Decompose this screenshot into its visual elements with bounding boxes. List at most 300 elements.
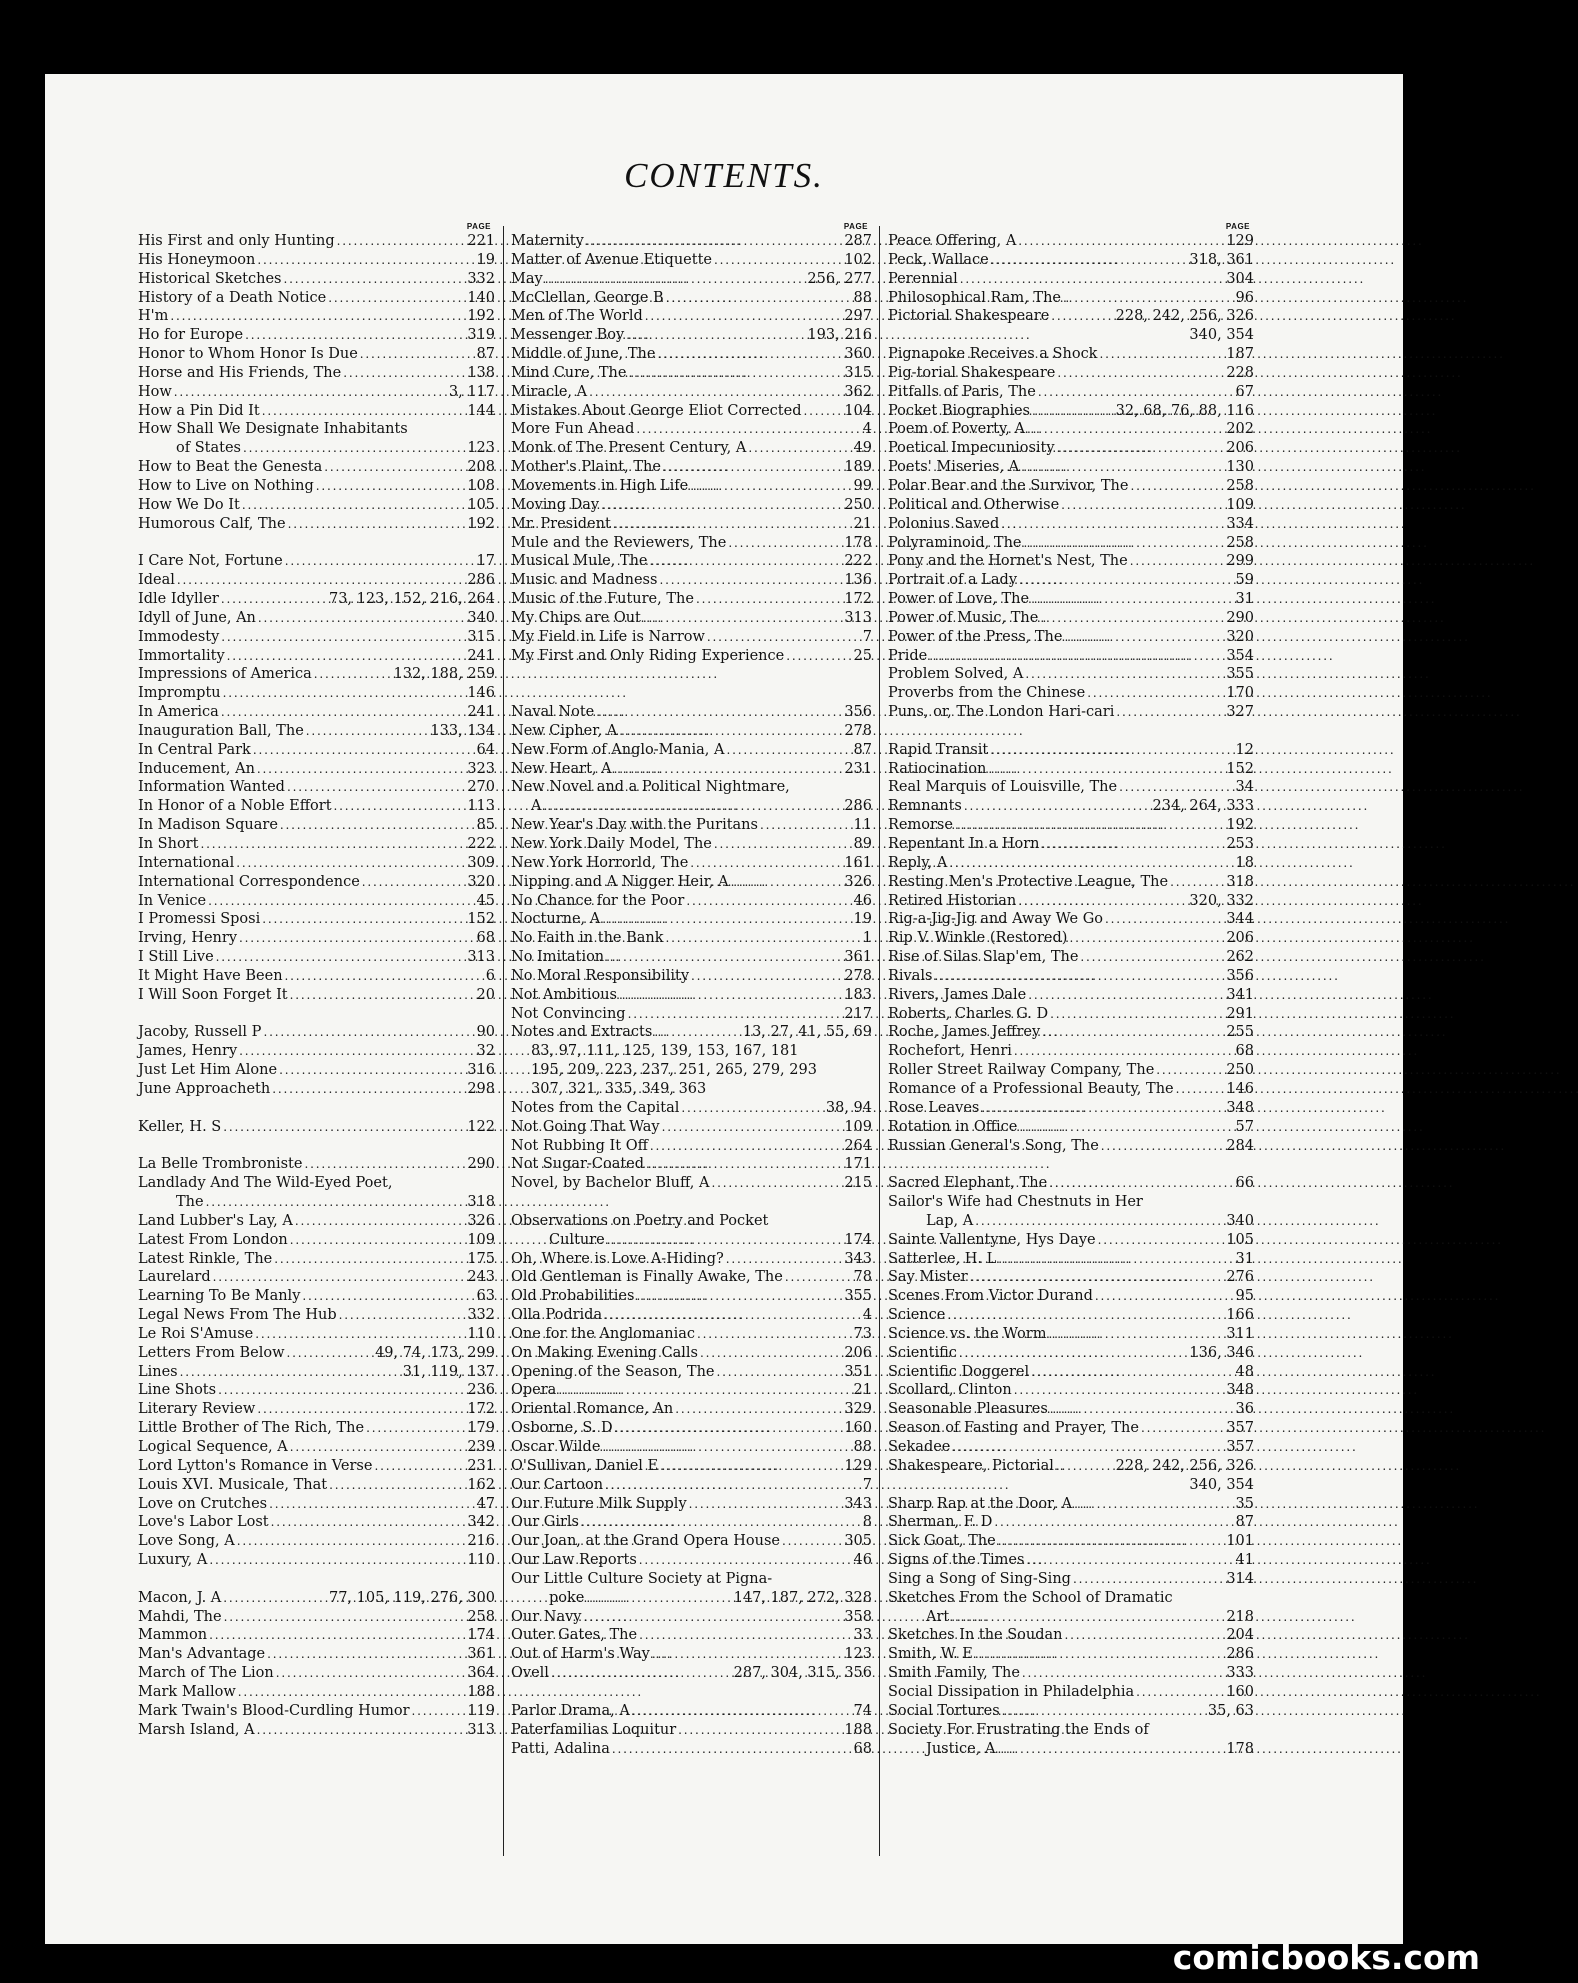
- contents-entry: [888, 741, 1254, 760]
- entry-page: 179: [467, 1420, 495, 1437]
- entry-title: Sing a Song of Sing-Sing: [888, 1570, 1071, 1587]
- contents-entry: [138, 628, 495, 647]
- entry-page: 286: [467, 572, 495, 589]
- entry-title: Middle of June, The: [511, 346, 656, 363]
- contents-entry: [138, 477, 495, 496]
- contents-entry: [138, 1306, 495, 1325]
- entry-title: Satterlee, H. L: [888, 1250, 997, 1267]
- entry-page: 11: [853, 817, 872, 834]
- dot-leader: [606, 948, 839, 967]
- entry-page: 113: [467, 798, 495, 815]
- contents-entry: [888, 797, 1254, 816]
- contents-entry: [888, 1476, 1254, 1495]
- contents-entry: [138, 892, 495, 911]
- entry-title: Rivals: [888, 967, 933, 984]
- entry-title: Men of The World: [511, 308, 643, 325]
- entry-title: Philosophical Ram, The: [888, 289, 1061, 306]
- dot-leader: [262, 402, 463, 421]
- dot-leader: [700, 1344, 839, 1363]
- entry-page: 3, 117: [448, 383, 495, 400]
- entry-title: Pig-torial Shakespeare: [888, 364, 1056, 381]
- dot-leader: [707, 628, 858, 647]
- dot-leader: [1050, 1400, 1231, 1419]
- entry-page: 140: [467, 289, 495, 306]
- contents-entry: [138, 665, 495, 684]
- entry-page: 250: [844, 496, 872, 513]
- entry-page: 356: [844, 704, 872, 721]
- contents-entry: [888, 1137, 1254, 1156]
- entry-title: How Shall We Designate Inhabitants: [138, 421, 408, 438]
- entry-title: Honor to Whom Honor Is Due: [138, 346, 358, 363]
- entry-title: Nocturne, A: [511, 911, 601, 928]
- entry-title: Luxury, A: [138, 1552, 208, 1569]
- entry-page: 87: [853, 741, 872, 758]
- entry-title: Society For Frustrating the Ends of: [888, 1721, 1149, 1738]
- contents-entry: [138, 251, 495, 270]
- entry-page: 129: [1226, 233, 1254, 249]
- dot-leader: [951, 1608, 1221, 1627]
- contents-entry: [138, 1645, 495, 1664]
- entry-title: Sick Goat, The: [888, 1533, 996, 1550]
- entry-page: 332: [467, 270, 495, 287]
- dot-leader: [607, 1231, 840, 1250]
- entry-title: New Novel and a Political Nightmare,: [511, 779, 790, 796]
- entry-page: 119: [467, 1702, 495, 1719]
- dot-leader: [663, 458, 839, 477]
- contents-entry: [888, 1438, 1254, 1457]
- entry-page: 4: [862, 1307, 872, 1324]
- contents-entry: [511, 477, 872, 496]
- entry-title: New Year's Day with the Puritans: [511, 817, 758, 834]
- contents-column-1: [138, 222, 495, 1740]
- dot-leader: [329, 1476, 462, 1495]
- contents-entry: [511, 1608, 872, 1627]
- dot-leader: [654, 1023, 738, 1042]
- contents-entry: [138, 439, 495, 458]
- entry-page: 48: [1235, 1363, 1254, 1380]
- dot-leader: [1116, 703, 1221, 722]
- contents-entry: [138, 420, 495, 439]
- entry-title: A: [531, 798, 542, 815]
- entry-title: Poetical Impecuniosity: [888, 440, 1055, 457]
- contents-entry: [511, 439, 872, 458]
- dot-leader: [1001, 515, 1221, 534]
- dot-leader: [334, 797, 463, 816]
- entry-title: On Making Evening Calls: [511, 1344, 698, 1361]
- dot-leader: [717, 1363, 840, 1382]
- entry-title: Rochefort, Henri: [888, 1043, 1012, 1060]
- entry-title: Oriental Romance, An: [511, 1401, 674, 1418]
- dot-leader: [949, 854, 1230, 873]
- entry-page: 77, 105, 119, 276, 300: [328, 1589, 495, 1606]
- dot-leader: [302, 1287, 471, 1306]
- entry-title: Inauguration Ball, The: [138, 722, 304, 739]
- contents-column-3: [888, 222, 1254, 1758]
- entry-title: Puns, or, The London Hari-cari: [888, 704, 1115, 721]
- dot-leader: [657, 345, 839, 364]
- contents-entry: [138, 816, 495, 835]
- dot-leader: [1057, 439, 1222, 458]
- entry-title: O'Sullivan, Daniel E: [511, 1457, 659, 1474]
- dot-leader: [1019, 1118, 1230, 1137]
- dot-leader: [545, 270, 803, 289]
- contents-entry: [888, 1626, 1254, 1645]
- contents-entry: [888, 364, 1254, 383]
- dot-leader: [224, 1608, 463, 1627]
- contents-entry: [888, 1570, 1254, 1589]
- contents-entry: [888, 1174, 1254, 1193]
- entry-spacer: [138, 1099, 495, 1118]
- dot-leader: [253, 741, 472, 760]
- entry-page: 192: [467, 515, 495, 532]
- entry-page: 31: [1235, 591, 1254, 608]
- entry-title: New York Horrorld, The: [511, 854, 689, 871]
- contents-entry: [888, 534, 1254, 553]
- dot-leader: [1136, 1683, 1221, 1702]
- contents-entry: [511, 326, 872, 345]
- entry-page: 231: [467, 1457, 495, 1474]
- entry-title: How a Pin Did It: [138, 402, 260, 419]
- entry-page: 320, 332: [1189, 892, 1254, 909]
- entry-page: 316: [467, 1062, 495, 1079]
- dot-leader: [726, 741, 848, 760]
- contents-entry: [888, 1344, 1254, 1363]
- entry-page: 318, 361: [1189, 251, 1254, 268]
- contents-entry: [888, 1193, 1254, 1212]
- contents-entry: [511, 1457, 872, 1476]
- dot-leader: [1073, 1570, 1221, 1589]
- entry-title: Music and Madness: [511, 572, 658, 589]
- entry-spacer: [511, 1193, 872, 1212]
- entry-page: 12: [1235, 741, 1254, 758]
- contents-entry: [138, 383, 495, 402]
- contents-entry: [511, 232, 872, 251]
- entry-page: 239: [467, 1439, 495, 1455]
- entry-page: 7: [862, 628, 872, 645]
- entry-title: 83, 97, 111, 125, 139, 153, 167, 181: [531, 1043, 799, 1060]
- entry-page: 4: [862, 421, 872, 438]
- dot-leader: [678, 1721, 839, 1740]
- dot-leader: [245, 326, 462, 345]
- entry-page: 36: [1235, 1401, 1254, 1418]
- entry-page: 129: [844, 1457, 872, 1474]
- entry-title: Letters From Below: [138, 1344, 285, 1361]
- dot-leader: [639, 1551, 849, 1570]
- dot-leader: [257, 760, 462, 779]
- contents-entry: [511, 590, 872, 609]
- contents-entry: [888, 910, 1254, 929]
- contents-entry: [511, 892, 872, 911]
- entry-title: March of The Lion: [138, 1665, 274, 1682]
- contents-entry: [511, 647, 872, 666]
- dot-leader: [711, 1174, 839, 1193]
- entry-page: 8: [862, 1514, 872, 1531]
- entry-title: Old Gentleman is Finally Awake, The: [511, 1269, 783, 1286]
- contents-entry: [511, 1740, 872, 1759]
- entry-page: 305: [844, 1533, 872, 1550]
- entry-title: Our Little Culture Society at Pigna-: [511, 1570, 773, 1587]
- entry-page: 57: [1235, 1118, 1254, 1135]
- entry-page: 59: [1235, 572, 1254, 589]
- entry-page: 206: [844, 1344, 872, 1361]
- entry-page: 333: [1226, 1665, 1254, 1682]
- entry-title: In Venice: [138, 892, 207, 909]
- entry-page: 178: [1226, 1740, 1254, 1757]
- dot-leader: [288, 515, 463, 534]
- contents-entry: [888, 986, 1254, 1005]
- entry-page: 187: [1226, 346, 1254, 363]
- dot-leader: [209, 1551, 462, 1570]
- entry-title: of States: [176, 440, 241, 457]
- entry-title: Rip V. Winkle (Restored): [888, 930, 1068, 947]
- dot-leader: [366, 1419, 462, 1438]
- contents-entry: [511, 1419, 872, 1438]
- dot-leader: [339, 1306, 463, 1325]
- dot-leader: [636, 420, 857, 439]
- entry-page: 49, 74, 173, 299: [375, 1344, 495, 1361]
- entry-page: 222: [844, 553, 872, 570]
- contents-entry: [138, 402, 495, 421]
- entry-title: Observations on Poetry and Pocket: [511, 1212, 769, 1229]
- entry-page: 364: [467, 1665, 495, 1682]
- contents-entry: [138, 1419, 495, 1438]
- dot-leader: [1156, 1061, 1221, 1080]
- entry-title: Oh, Where is Love A-Hiding?: [511, 1250, 724, 1267]
- dot-leader: [650, 1137, 839, 1156]
- contents-entry: [138, 1268, 495, 1287]
- entry-title: Out of Harm's Way: [511, 1646, 650, 1663]
- contents-entry: [511, 910, 872, 929]
- dot-leader: [659, 571, 839, 590]
- entry-page: 161: [844, 854, 872, 871]
- entry-title: Notes and Extracts: [511, 1024, 653, 1041]
- dot-leader: [180, 1363, 398, 1382]
- dot-leader: [975, 1645, 1221, 1664]
- entry-title: Man's Advantage: [138, 1646, 266, 1663]
- dot-leader: [785, 1268, 849, 1287]
- entry-page: 68: [476, 930, 495, 947]
- contents-entry: [888, 270, 1254, 289]
- entry-title: One for the Anglomaniac: [511, 1325, 696, 1342]
- entry-page: 193, 216: [807, 327, 872, 344]
- entry-title: Laurelard: [138, 1269, 211, 1286]
- entry-title: Roche, James Jeffrey: [888, 1024, 1041, 1041]
- entry-title: Rapid Transit: [888, 741, 989, 758]
- dot-leader: [1057, 364, 1221, 383]
- contents-entry: [888, 703, 1254, 722]
- entry-page: 6: [485, 967, 495, 984]
- entry-title: Mark Mallow: [138, 1683, 236, 1700]
- contents-entry: [138, 307, 495, 326]
- entry-title: Land Lubber's Lay, A: [138, 1212, 293, 1229]
- dot-leader: [263, 1023, 471, 1042]
- entry-title: Sacred Elephant, The: [888, 1175, 1048, 1192]
- dot-leader: [239, 1042, 471, 1061]
- contents-entry: [511, 835, 872, 854]
- entry-list: [511, 232, 872, 1758]
- dot-leader: [269, 1495, 471, 1514]
- entry-title: Mother's Plaint, The: [511, 459, 661, 476]
- entry-page: 297: [844, 308, 872, 325]
- contents-entry: [888, 1005, 1254, 1024]
- dot-leader: [602, 910, 848, 929]
- dot-leader: [360, 345, 472, 364]
- dot-leader: [639, 1626, 848, 1645]
- contents-entry: [888, 590, 1254, 609]
- entry-spacer: [138, 534, 495, 553]
- entry-page: 1: [862, 930, 872, 947]
- entry-title: May: [511, 270, 543, 287]
- entry-title: How We Do It: [138, 496, 240, 513]
- dot-leader: [1130, 552, 1222, 571]
- entry-page: 35: [1235, 1495, 1254, 1512]
- dot-leader: [285, 552, 472, 571]
- dot-leader: [626, 326, 802, 345]
- entry-title: I Care Not, Fortune: [138, 553, 283, 570]
- dot-leader: [1080, 948, 1221, 967]
- entry-title: Smith, W. E: [888, 1646, 973, 1663]
- dot-leader: [596, 703, 839, 722]
- contents-entry: [511, 1212, 872, 1231]
- entry-title: Louis XVI. Musicale, That: [138, 1476, 328, 1493]
- contents-entry: [888, 1513, 1254, 1532]
- entry-page: 183: [844, 986, 872, 1003]
- dot-leader: [666, 929, 858, 948]
- entry-title: International: [138, 854, 235, 871]
- dot-leader: [221, 590, 324, 609]
- entry-page: 361: [467, 1646, 495, 1663]
- entry-page: 258: [1226, 534, 1254, 551]
- entry-page: 276: [1226, 1269, 1254, 1286]
- entry-page: 152: [467, 911, 495, 928]
- contents-entry: [138, 1287, 495, 1306]
- contents-entry: [138, 854, 495, 873]
- dot-leader: [1141, 1419, 1221, 1438]
- dot-leader: [1119, 778, 1230, 797]
- entry-title: Jacoby, Russell P: [138, 1024, 262, 1041]
- contents-entry: [511, 1250, 872, 1269]
- entry-page: 236: [467, 1382, 495, 1399]
- dot-leader: [619, 722, 839, 741]
- dot-leader: [1098, 1231, 1222, 1250]
- dot-leader: [412, 1702, 463, 1721]
- entry-page: 171: [844, 1156, 872, 1173]
- entry-page: 228: [1226, 364, 1254, 381]
- contents-entry: [888, 1212, 1254, 1231]
- entry-title: Mammon: [138, 1627, 208, 1644]
- entry-title: My Field in Life is Narrow: [511, 628, 705, 645]
- entry-page: 109: [1226, 496, 1254, 513]
- contents-entry: [511, 307, 872, 326]
- entry-title: Our Joan, at the Grand Opera House: [511, 1533, 781, 1550]
- contents-entry: [511, 458, 872, 477]
- entry-page: 31, 119, 137: [402, 1363, 495, 1380]
- contents-entry: [511, 760, 872, 779]
- dot-leader: [614, 760, 840, 779]
- entry-page: 123: [844, 1646, 872, 1663]
- contents-entry: [138, 289, 495, 308]
- dot-leader: [262, 910, 462, 929]
- contents-entry: [888, 439, 1254, 458]
- entry-page: 241: [467, 647, 495, 664]
- contents-entry: [138, 1664, 495, 1683]
- contents-entry: [138, 1400, 495, 1419]
- entry-page: 342: [467, 1514, 495, 1531]
- entry-title: Little Brother of The Rich, The: [138, 1420, 365, 1437]
- entry-page: 299: [1226, 553, 1254, 570]
- dot-leader: [696, 590, 839, 609]
- contents-entry: [138, 1513, 495, 1532]
- entry-page: 178: [844, 534, 872, 551]
- dot-leader: [998, 1250, 1230, 1269]
- entry-title: Political and Otherwise: [888, 496, 1060, 513]
- dot-leader: [615, 1419, 840, 1438]
- dot-leader: [276, 1664, 463, 1683]
- entry-page: 311: [1226, 1325, 1254, 1342]
- entry-page: 68: [853, 1740, 872, 1757]
- contents-entry: [511, 1570, 872, 1589]
- contents-entry: [511, 948, 872, 967]
- entry-page: 188: [844, 1721, 872, 1738]
- entry-title: Opera: [511, 1382, 557, 1399]
- contents-entry: [888, 929, 1254, 948]
- contents-entry: [888, 835, 1254, 854]
- entry-page: 35, 63: [1207, 1702, 1254, 1719]
- entry-page: 258: [1226, 477, 1254, 494]
- dot-leader: [643, 609, 839, 628]
- dot-leader: [955, 816, 1221, 835]
- entry-page: 320: [1226, 628, 1254, 645]
- contents-entry: [888, 1645, 1254, 1664]
- entry-page: 20: [476, 986, 495, 1003]
- entry-title: June Approacheth: [138, 1080, 271, 1097]
- contents-entry: [138, 1325, 495, 1344]
- entry-title: Roberts, Charles G. D: [888, 1005, 1049, 1022]
- entry-page: 38, 94: [825, 1099, 872, 1116]
- dot-leader: [279, 1061, 462, 1080]
- entry-page: 32: [476, 1043, 495, 1060]
- contents-entry: [888, 345, 1254, 364]
- entry-title: Ovell: [511, 1665, 549, 1682]
- dot-leader: [714, 251, 839, 270]
- contents-entry: [138, 1476, 495, 1495]
- dot-leader: [306, 722, 426, 741]
- entry-page: 215: [844, 1175, 872, 1192]
- page-title: CONTENTS.: [624, 156, 824, 195]
- dot-leader: [238, 1683, 463, 1702]
- dot-leader: [602, 1438, 848, 1457]
- entry-title: Moving Day: [511, 496, 600, 513]
- dot-leader: [628, 364, 839, 383]
- entry-title: His First and only Hunting: [138, 233, 335, 249]
- entry-page: 343: [844, 1250, 872, 1267]
- dot-leader: [1101, 1137, 1222, 1156]
- entry-title: Shakespeare, Pictorial: [888, 1457, 1054, 1474]
- contents-entry: [138, 1457, 495, 1476]
- entry-title: Pride: [888, 647, 928, 664]
- contents-entry: [511, 873, 872, 892]
- contents-entry: [511, 1042, 872, 1061]
- contents-entry: [511, 986, 872, 1005]
- entry-title: Scientific Doggerel: [888, 1363, 1030, 1380]
- entry-title: Lines: [138, 1363, 178, 1380]
- entry-title: Remnants: [888, 798, 962, 815]
- entry-page: 66: [1235, 1175, 1254, 1192]
- entry-page: 130: [1226, 459, 1254, 476]
- entry-title: Scollard, Clinton: [888, 1382, 1012, 1399]
- entry-title: Social Dissipation in Philadelphia: [888, 1683, 1135, 1700]
- dot-leader: [605, 1476, 858, 1495]
